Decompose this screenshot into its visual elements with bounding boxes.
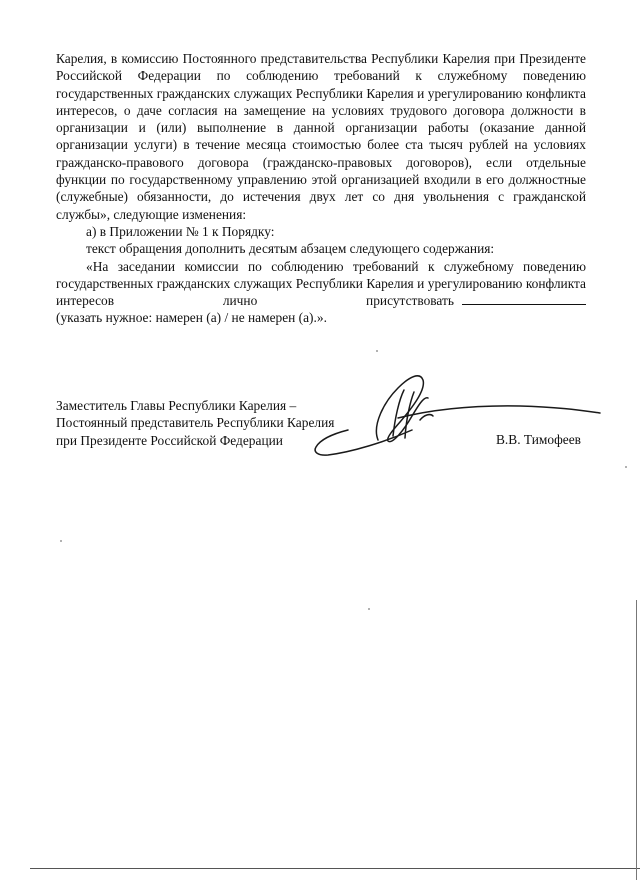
signer-position-line: Заместитель Главы Республики Карелия – [56,398,297,413]
paragraph-appendix-item: а) в Приложении № 1 к Порядку: [86,223,275,239]
paragraph-quoted-text [56,258,586,310]
scan-right-edge [636,600,637,880]
scan-speck [60,540,62,542]
signer-position-line: Постоянный представитель Республики Карелия [56,415,335,431]
scan-speck [376,350,378,352]
paragraph-amendment-lead: текст обращения дополнить десятым абзацем следующего содержания: [86,241,495,257]
document-body [56,50,586,327]
quoted-text-content: «На заседании комиссии по соблюдению требований к служебному поведению государственных гражданских служащих Республики Карелия и урегулированию конфликта интересов лично присутствовать [56,258,586,309]
scan-bottom-edge [30,868,640,869]
scan-speck [368,608,370,610]
paragraph-intro: Карелия, в комиссию Постоянного представительства Республики Карелия при Президенте Российской Федерации по соблюдению требований к служебному поведению государственных гражданских служащих Республики Карелия и урегулированию конфликта интересов, о даче согласия на замещение на условиях трудового договора должности в организации и (или) выполнение в данной организации работы (оказание данной организации услуги) в течение месяца стоимостью более ста тысяч рублей на условиях гражданско-правового договора (гражданско-правовых договоров), если отдельные функции по государственному управлению этой организацией входили в его должностные (служебные) обязанности, до истечения двух лет со дня увольнения с гражданской службы», следующие изменения: [56,51,586,222]
signer-position-line: при Президенте Российской Федерации [56,432,283,448]
signature-position-block [56,397,334,449]
paragraph-instruction: (указать нужное: намерен (а) / не намерен (а).». [56,310,327,326]
fill-in-blank-line [462,293,586,305]
signer-name: В.В. Тимофеев [496,432,581,447]
scan-speck [625,466,627,468]
